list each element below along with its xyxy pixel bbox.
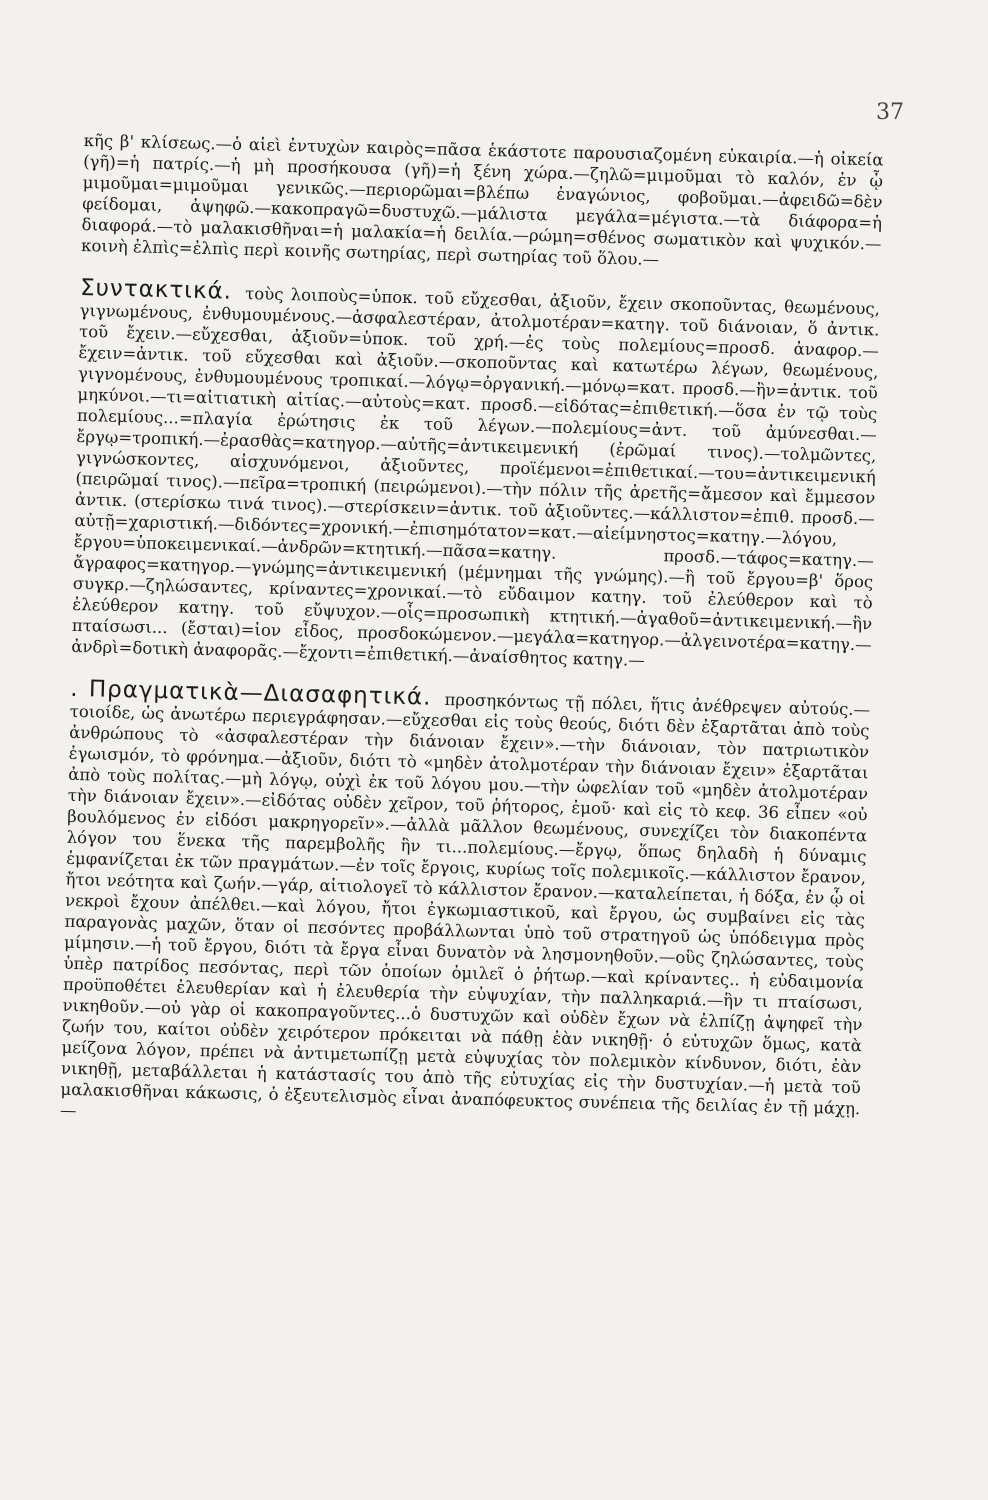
commentary-text xyxy=(60,130,884,1140)
syntax-heading: Συντακτικά. xyxy=(79,274,233,305)
vocabulary-paragraph: κῆς β' κλίσεως.—ὁ αἰεὶ ἐντυχὼν καιρὸς=πᾶσα ἑκάστοτε παρουσιαζομένη εὐκαιρία.—ἡ οἰκεία (γῆ)=ἡ πατρίς.—ἡ μὴ προσήκουσα (γῆ)=ἡ ξένη χώρα.—ζηλῶ=μιμοῦμαι τὸ καλόν, ἐν ᾧ μιμοῦμαι=μιμοῦμαι γενικῶς.—περιορῶμαι=βλέπω ἐναγώνιος, φοβοῦμαι.—ἀφειδῶ=δὲν φείδομαι, ἀψηφῶ.—κακοπραγῶ=δυστυχῶ.—μάλιστα μεγάλα=μέγιστα.—τὰ διάφορα=ἡ διαφορά.—τὸ μαλακισθῆναι=ἡ μαλακία=ἡ δειλία.—ρώμη=σθένος σωματικὸν καὶ ψυχικόν.—κοινὴ ἐλπὶς=ἐλπὶς περὶ κοινῆς σωτηρίας, περὶ σωτηρίας τοῦ ὅλου.— xyxy=(80,130,884,270)
syntax-section xyxy=(71,274,881,676)
pragmatic-text: προσηκόντως τῇ πόλει, ἥτις ἀνέθρεψεν αὐτούς.—τοιοίδε, ὡς ἀνωτέρω περιεγράφησαν.—εὔχεσθαι εἰς τοὺς θεούς, διότι δὲν ἐξαρτᾶται ἀπὸ τοὺς ἀνθρώπους τὸ «ἀσφαλεστέραν τὴν διάνοιαν ἔχειν».—τὴν διάνοιαν, τὸν πατριωτικὸν ἐγωισμόν, τὸ φρόνημα.—ἀξιοῦν, διότι τὸ «μηδὲν ἀτολμοτέραν τὴν διάνοιαν ἔχειν» ἐξαρτᾶται ἀπὸ τοὺς πολίτας.—μὴ λόγῳ, οὐχὶ ἐκ τοῦ λόγου μου.—τὴν ὠφελίαν τοῦ «μηδὲν ἀτολμοτέραν τὴν διάνοιαν ἔχειν».—εἰδότας οὐδὲν χεῖρον, τοῦ ῥήτορος, ἐμοῦ· καὶ εἰς τὸ κεφ. 36 εἶπεν «οὐ βουλόμενος ἐν εἰδόσι μακρηγορεῖν».—ἀλλὰ μᾶλλον θεωμένους, συνεχίζει τὸν διακοπέντα λόγον του ἕνεκα τῆς παρεμβολῆς ἣν τι...πολεμίους.—ἔργῳ, ὅπως δηλαδὴ ἡ δύναμις ἐμφανίζεται ἐκ τῶν πραγμάτων.—ἐν τοῖς ἔργοις, κυρίως τοῖς πολεμικοῖς.—κάλλιστον ἔρανον, ἤτοι νεότητα καὶ ζωήν.—γάρ, αἰτιολογεῖ τὸ κάλλιστον ἔρανον.—καταλείπεται, ἡ δόξα, ἐν ᾧ οἱ νεκροὶ ἔχουν ἀπέλθει.—καὶ λόγου, ἤτοι ἐγκωμιαστικοῦ, καὶ ἔργου, ὡς συμβαίνει εἰς τὰς παραγονὰς μαχῶν, ὅταν οἱ πεσόντες προβάλλωνται ὑπὸ τοῦ στρατηγοῦ ὡς ὑπόδειγμα πρὸς μίμησιν.—ἡ τοῦ ἔργου, διότι τὰ ἔργα εἶναι δυνατὸν νὰ λησμονηθοῦν.—οὓς ζηλώσαντες, τοὺς ὑπὲρ πατρίδος πεσόντας, περὶ τῶν ὁποίων ὁμιλεῖ ὁ ῥήτωρ.—καὶ κρίναντες.. ἡ εὐδαιμονία προϋποθέτει ἐλευθερίαν καὶ ἡ ἐλευθερία τὴν εὐψυχίαν, τὴν παλληκαριά.—ἣν τι πταίσωσι, νικηθοῦν.—οὐ γὰρ οἱ κακοπραγοῦντες...ὁ δυστυχῶν καὶ οὐδὲν ἔχων νὰ ἐλπίζῃ ἀψηφεῖ τὴν ζωήν του, καίτοι οὐδὲν χειρότερον πρόκειται νὰ πάθῃ ἐὰν νικηθῇ· ὁ εὐτυχῶν ὅμως, κατὰ μείζονα λόγον, πρέπει νὰ ἀντιμετωπίζῃ μετὰ εὐψυχίας τὸν πολεμικὸν κίνδυνον, διότι, ἐὰν νικηθῇ, μεταβάλλεται ἡ κατάστασίς του ἀπὸ τῆς εὐτυχίας εἰς τὴν δυστυχίαν.—ἡ μετὰ τοῦ μαλακισθῆναι κάκωσις, ὁ ἐξευτελισμὸς εἶναι ἀναπόφευκτος συνέπεια τῆς δειλίας ἐν τῇ μάχῃ.— xyxy=(59,689,871,1121)
pragmatic-heading: . Πραγματικὰ—Διασαφητικά. xyxy=(70,675,432,711)
pragmatic-section xyxy=(59,675,871,1140)
page-number: 37 xyxy=(876,100,904,125)
syntax-text: τοὺς λοιποὺς=ὑποκ. τοῦ εὔχεσθαι, ἀξιοῦν, ἔχειν σκοποῦντας, θεωμένους, γιγνωμένους, ἐνθυμουμένους.—ἀσφαλεστέραν, ἀτολμοτέραν=κατηγ. τοῦ διάνοιαν, ὅ ἀντικ. τοῦ ἔχειν.—εὔχεσθαι, ἀξιοῦν=ὑποκ. τοῦ χρή.—ἐς τοὺς πολεμίους=προσδ. ἀναφορ.—ἔχειν=ἀντικ. τοῦ εὔχεσθαι καὶ ἀξιοῦν.—σκοποῦντας καὶ κατωτέρω λέγων, θεωμένους, γιγνομένους, ἐνθυμουμένους τροπικαί.—λόγῳ=ὀργανική.—μόνῳ=κατ. προσδ.—ἣν=ἀντικ. τοῦ μηκύνοι.—τι=αἰτιατικὴ αἰτίας.—αὐτοὺς=κατ. προσδ.—εἰδότας=ἐπιθετική.—ὅσα ἐν τῷ τοὺς πολεμίους...=πλαγία ἐρώτησις ἐκ τοῦ λέγων.—πολεμίους=ἀντ. τοῦ ἀμύνεσθαι.—ἔργῳ=τροπική.—ἐρασθὰς=κατηγορ.—αὐτῆς=ἀντικειμενική (ἐρῶμαί τινος).—τολμῶντες, γιγνώσκοντες, αἰσχυνόμενοι, ἀξιοῦντες, προϊέμενοι=ἐπιθετικαί.—του=ἀντικειμενική (πειρῶμαί τινος).—πεῖρα=τροπική (πειρώμενοι).—τὴν πόλιν τῆς ἀρετῆς=ἄμεσον καὶ ἔμμεσον ἀντικ. (στερίσκω τινά τινος).—στερίσκειν=ἀντικ. τοῦ ἀξιοῦντες.—κάλλιστον=ἐπιθ. προσδ.—αὐτῇ=χαριστική.—διδόντες=χρονική.—ἐπισημότατον=κατ.—αἰείμνηστος=κατηγ.—λόγου, ἔργου=ὑποκειμενικαί.—ἀνδρῶν=κτητική.—πᾶσα=κατηγ. προσδ.—τάφος=κατηγ.—ἄγραφος=κατηγορ.—γνώμης=ἀντικειμενική (μέμνημαι τῆς γνώμης).—ἢ τοῦ ἔργου=β' ὅρος συγκρ.—ζηλώσαντες, κρίναντες=χρονικαί.—τὸ εὔδαιμον κατηγ. τοῦ ἐλεύθερον καὶ τὸ ἐλεύθερον κατηγ. τοῦ εὔψυχον.—οἷς=προσωπικὴ κτητική.—ἀγαθοῦ=ἀντικειμενική.—ἣν πταίσωσι... (ἔσται)=ἰον εἶδος, προσδοκώμενον.—μεγάλα=κατηγορ.—ἀλγεινοτέρα=κατηγ.—ἀνδρὶ=δοτικὴ ἀναφορᾶς.—ἔχοντι=ἐπιθετική.—ἀναίσθητος κατηγ.— xyxy=(71,283,881,670)
